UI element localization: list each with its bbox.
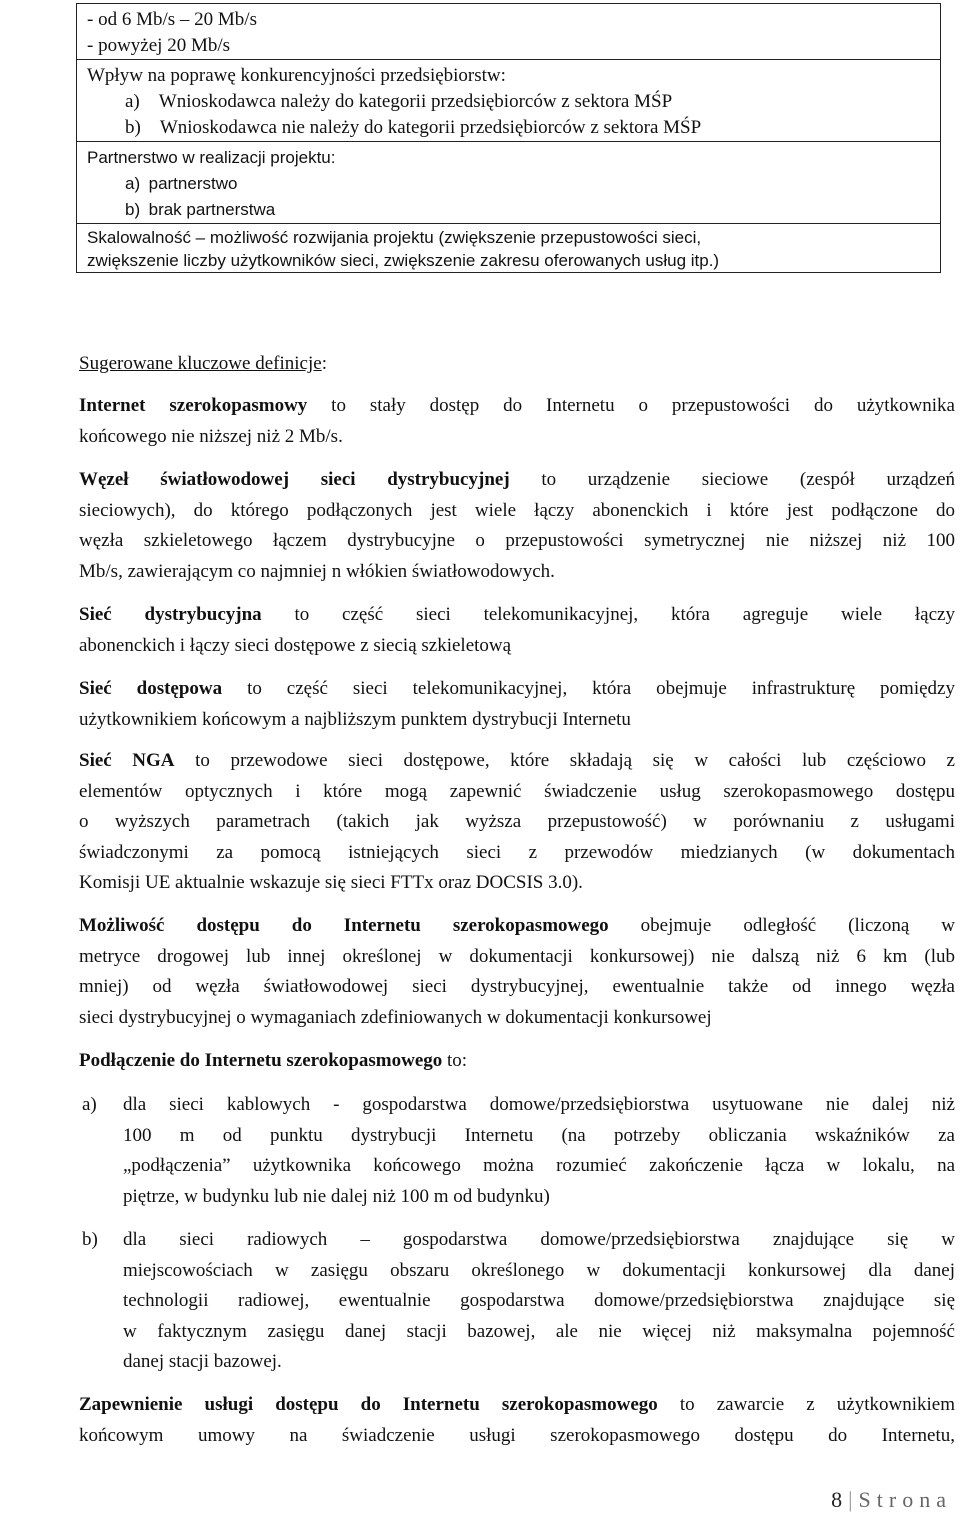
list-text: miejscowościach w zasięgu obszaru określonego w dokumentacji konkursowej dla danej [123,1259,955,1281]
table-text: Partnerstwo w realizacji projektu: [87,148,336,167]
table-text: a) partnerstwo [125,174,238,193]
def-text: to część sieci telekomunikacyjnej, która obejmuje infrastrukturę pomiędzy [222,678,955,699]
def-text: metryce drogowej lub innej określonej w dokumentacji konkursowej) nie dalszą niż 6 km (lub [79,945,955,967]
term: Sieć NGA [79,750,175,771]
table-row [77,4,940,60]
def-text: o wyższych parametrach (takich jak wyższa przepustowość) w porównaniu z usługami [79,811,955,833]
table-row [77,60,940,142]
def-text: to przewodowe sieci dostępowe, które składają się w całości lub częściowo z [174,750,955,771]
table-text: Wpływ na poprawę konkurencyjności przedsiębiorstw: [87,65,506,86]
list-marker: a) [82,1094,97,1115]
def-text: mniej) od węzła światłowodowej sieci dystrybucyjnej, ewentualnie także od innego węzła [79,976,955,998]
table-row [77,142,940,224]
definition-podlaczenie [79,1046,955,1077]
def-text: końcowym umowy na świadczenie usługi szerokopasmowego dostępu do Internetu, [79,1424,955,1446]
heading-text: Sugerowane kluczowe definicje [79,353,322,374]
page-footer [831,1487,952,1513]
definition-mozliwosc-dostepu [79,911,955,1033]
term: Węzeł światłowodowej sieci dystrybucyjnej [79,469,510,490]
criteria-table [76,3,941,273]
table-text: b) brak partnerstwa [125,200,276,219]
definition-siec-nga [79,746,955,899]
def-text: sieci dystrybucyjnej o wymaganiach zdefiniowanych w dokumentacji konkursowej [79,1006,712,1028]
list-text: technologii radiowej, ewentualnie gospodarstwa domowe/przedsiębiorstwa znajdujące się [123,1290,955,1312]
list-text: 100 m od punktu dystrybucji Internetu (na potrzeby obliczania wskaźników za [123,1124,955,1146]
table-text: a) Wnioskodawca należy do kategorii przedsiębiorców z sektora MŚP [125,91,673,112]
footer-label: Strona [858,1487,952,1512]
definition-zapewnienie-uslugi [79,1390,955,1451]
term: Sieć dystrybucyjna [79,604,262,625]
def-text: świadczonymi za pomocą istniejących sieci z przewodów miedzianych (w dokumentach [79,841,955,863]
definition-siec-dostepowa [79,674,955,735]
table-row [77,224,940,272]
section-heading [79,349,955,380]
list-text: dla sieci radiowych – gospodarstwa domowe/przedsiębiorstwa znajdujące się w [123,1229,955,1250]
def-text: to część sieci telekomunikacyjnej, która agreguje wiele łączy [261,604,955,625]
term: Sieć dostępowa [79,678,223,699]
term: Możliwość dostępu do Internetu szerokopasmowego [79,915,609,936]
term: Internet szerokopasmowy [79,395,308,416]
list-marker: b) [82,1229,98,1250]
table-text: b) Wnioskodawca nie należy do kategorii przedsiębiorców z sektora MŚP [125,117,702,138]
def-text: sieciowych), do którego podłączonych jest wiele łączy abonenckich i które jest podłączone do [79,499,955,521]
table-text: - od 6 Mb/s – 20 Mb/s [87,9,257,30]
list-text: dla sieci kablowych - gospodarstwa domowe/przedsiębiorstwa usytuowane nie dalej niż [123,1094,955,1115]
definition-siec-dystrybucyjna [79,600,955,661]
def-text: elementów optycznych i które mogą zapewnić świadczenie usług szerokopasmowego dostępu [79,780,955,802]
page-number: 8 [831,1487,843,1512]
term: Podłączenie do Internetu szerokopasmowego [79,1050,443,1071]
list-text: „podłączenia” użytkownika końcowego można rozumieć zakończenie łącza w lokalu, na [123,1155,955,1177]
def-text: Komisji UE aktualnie wskazuje się sieci FTTx oraz DOCSIS 3.0). [79,872,583,894]
def-text: to stały dostęp do Internetu o przepustowości do użytkownika [307,395,955,416]
def-text: to: [442,1050,468,1071]
def-text: obejmuje odległość (liczoną w [608,915,955,936]
def-text: Mb/s, zawierającym co najmniej n włókien światłowodowych. [79,560,555,582]
list-text: piętrze, w budynku lub nie dalej niż 100 m od budynku) [123,1185,550,1207]
table-text: zwiększenie liczby użytkowników sieci, zwiększenie zakresu oferowanych usług itp.) [87,251,720,270]
table-text: - powyżej 20 Mb/s [87,35,231,56]
def-text: użytkownikiem końcowym a najbliższym punktem dystrybucji Internetu [79,708,631,730]
list-item [79,1090,955,1215]
def-text: to urządzenie sieciowe (zespół urządzeń [509,469,956,490]
def-text: węzła szkieletowego łączem dystrybucyjne o przepustowości symetrycznej nie niższej niż 100 [79,530,955,552]
list-item [79,1225,955,1380]
definition-internet-szerokopasmowy [79,391,955,452]
def-text: końcowego nie niższej niż 2 Mb/s. [79,425,343,447]
list-text: w faktycznym zasięgu danej stacji bazowej, ale nie więcej niż maksymalna pojemność [123,1320,955,1342]
term: Zapewnienie usługi dostępu do Internetu szerokopasmowego [79,1394,658,1415]
definition-wezel [79,465,955,587]
list-text: danej stacji bazowej. [123,1351,282,1373]
def-text: abonenckich i łączy sieci dostępowe z siecią szkieletową [79,634,512,656]
footer-separator: | [848,1487,853,1512]
table-text: Skalowalność – możliwość rozwijania projektu (zwiększenie przepustowości sieci, [87,228,702,247]
def-text: to zawarcie z użytkownikiem [657,1394,955,1415]
heading-colon: : [321,353,327,374]
